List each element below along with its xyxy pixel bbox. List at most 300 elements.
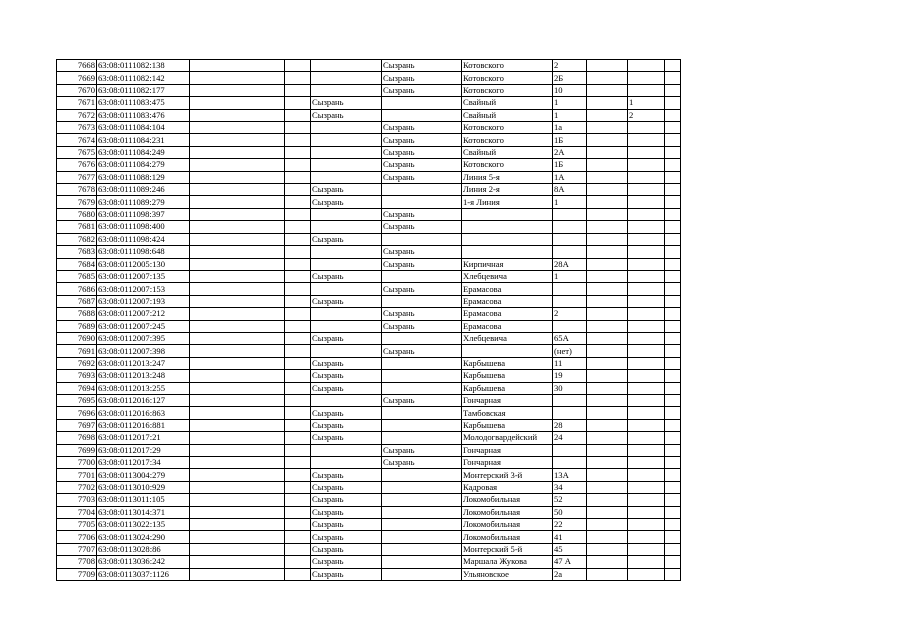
city-b-cell: Сызрань — [382, 208, 462, 220]
street-cell: Линия 5-я — [462, 171, 553, 183]
col-9-cell — [587, 394, 628, 406]
city-b-cell — [382, 382, 462, 394]
col-11-cell — [665, 568, 681, 580]
col-4-cell — [285, 295, 311, 307]
row-number-cell: 7699 — [57, 444, 97, 456]
col-9-cell — [587, 370, 628, 382]
col-11-cell — [665, 72, 681, 84]
city-b-cell: Сызрань — [382, 221, 462, 233]
city-a-cell — [311, 72, 382, 84]
city-b-cell: Сызрань — [382, 320, 462, 332]
city-a-cell: Сызрань — [311, 357, 382, 369]
building-cell — [628, 357, 665, 369]
col-11-cell — [665, 506, 681, 518]
city-a-cell: Сызрань — [311, 233, 382, 245]
col-11-cell — [665, 134, 681, 146]
city-a-cell: Сызрань — [311, 556, 382, 568]
building-cell — [628, 506, 665, 518]
city-b-cell — [382, 295, 462, 307]
building-cell — [628, 146, 665, 158]
city-a-cell — [311, 345, 382, 357]
city-b-cell — [382, 506, 462, 518]
street-cell: Свайный — [462, 97, 553, 109]
col-9-cell — [587, 122, 628, 134]
city-a-cell: Сызрань — [311, 568, 382, 580]
house-number-cell: 1Б — [553, 134, 587, 146]
building-cell — [628, 320, 665, 332]
col-4-cell — [285, 556, 311, 568]
col-11-cell — [665, 196, 681, 208]
house-number-cell — [553, 444, 587, 456]
col-11-cell — [665, 60, 681, 72]
building-cell — [628, 469, 665, 481]
house-number-cell: 28А — [553, 258, 587, 270]
col-3-cell — [190, 481, 285, 493]
table-body — [57, 60, 681, 581]
cadastral-number-cell: 63:08:0113022:135 — [97, 519, 190, 531]
house-number-cell — [553, 394, 587, 406]
building-cell — [628, 494, 665, 506]
city-a-cell: Сызрань — [311, 519, 382, 531]
col-3-cell — [190, 444, 285, 456]
col-9-cell — [587, 208, 628, 220]
city-a-cell — [311, 258, 382, 270]
col-3-cell — [190, 72, 285, 84]
col-3-cell — [190, 146, 285, 158]
building-cell — [628, 258, 665, 270]
col-9-cell — [587, 531, 628, 543]
col-4-cell — [285, 394, 311, 406]
col-11-cell — [665, 357, 681, 369]
cadastral-number-cell: 63:08:0112007:212 — [97, 308, 190, 320]
city-b-cell — [382, 109, 462, 121]
city-a-cell — [311, 84, 382, 96]
col-4-cell — [285, 481, 311, 493]
col-4-cell — [285, 543, 311, 555]
col-4-cell — [285, 320, 311, 332]
house-number-cell — [553, 233, 587, 245]
city-b-cell — [382, 419, 462, 431]
cadastral-number-cell: 63:08:0112017:21 — [97, 432, 190, 444]
table-row — [57, 109, 681, 121]
col-11-cell — [665, 122, 681, 134]
cadastral-number-cell: 63:08:0111089:246 — [97, 184, 190, 196]
col-4-cell — [285, 419, 311, 431]
city-b-cell: Сызрань — [382, 171, 462, 183]
street-cell — [462, 246, 553, 258]
col-11-cell — [665, 531, 681, 543]
col-4-cell — [285, 357, 311, 369]
street-cell: Ерамасова — [462, 308, 553, 320]
col-9-cell — [587, 233, 628, 245]
col-11-cell — [665, 419, 681, 431]
street-cell: Ульяновское — [462, 568, 553, 580]
street-cell: Хлебцевича — [462, 270, 553, 282]
street-cell: Гончарная — [462, 457, 553, 469]
city-a-cell — [311, 320, 382, 332]
street-cell: Гончарная — [462, 444, 553, 456]
building-cell — [628, 407, 665, 419]
house-number-cell: 19 — [553, 370, 587, 382]
city-b-cell — [382, 568, 462, 580]
col-3-cell — [190, 407, 285, 419]
col-4-cell — [285, 97, 311, 109]
col-3-cell — [190, 519, 285, 531]
city-a-cell — [311, 146, 382, 158]
col-9-cell — [587, 97, 628, 109]
cadastral-number-cell: 63:08:0112013:247 — [97, 357, 190, 369]
building-cell — [628, 531, 665, 543]
house-number-cell: 2А — [553, 146, 587, 158]
col-3-cell — [190, 109, 285, 121]
table-row — [57, 208, 681, 220]
col-11-cell — [665, 258, 681, 270]
city-a-cell — [311, 171, 382, 183]
col-9-cell — [587, 146, 628, 158]
city-b-cell: Сызрань — [382, 84, 462, 96]
city-a-cell: Сызрань — [311, 531, 382, 543]
cadastral-number-cell: 63:08:0111082:138 — [97, 60, 190, 72]
row-number-cell: 7670 — [57, 84, 97, 96]
table-row — [57, 556, 681, 568]
table-row — [57, 171, 681, 183]
city-a-cell — [311, 122, 382, 134]
col-4-cell — [285, 84, 311, 96]
city-a-cell: Сызрань — [311, 184, 382, 196]
table-row — [57, 370, 681, 382]
street-cell: Молодогвардейский — [462, 432, 553, 444]
table-row — [57, 84, 681, 96]
table-row — [57, 221, 681, 233]
street-cell: Свайный — [462, 146, 553, 158]
cadastral-number-cell: 63:08:0113028:86 — [97, 543, 190, 555]
cadastral-number-cell: 63:08:0111084:249 — [97, 146, 190, 158]
cadastral-number-cell: 63:08:0111088:129 — [97, 171, 190, 183]
col-9-cell — [587, 159, 628, 171]
col-11-cell — [665, 221, 681, 233]
street-cell: Карбышева — [462, 382, 553, 394]
table-row — [57, 196, 681, 208]
table-row — [57, 481, 681, 493]
cadastral-number-cell: 63:08:0113014:371 — [97, 506, 190, 518]
cadastral-number-cell: 63:08:0111084:279 — [97, 159, 190, 171]
city-b-cell — [382, 494, 462, 506]
row-number-cell: 7671 — [57, 97, 97, 109]
col-11-cell — [665, 345, 681, 357]
row-number-cell: 7704 — [57, 506, 97, 518]
street-cell: Котовского — [462, 72, 553, 84]
col-3-cell — [190, 556, 285, 568]
street-cell: Карбышева — [462, 357, 553, 369]
col-11-cell — [665, 444, 681, 456]
col-11-cell — [665, 481, 681, 493]
street-cell: Котовского — [462, 84, 553, 96]
table-row — [57, 345, 681, 357]
table-row — [57, 419, 681, 431]
city-b-cell: Сызрань — [382, 308, 462, 320]
col-4-cell — [285, 494, 311, 506]
table-row — [57, 394, 681, 406]
col-9-cell — [587, 457, 628, 469]
city-b-cell — [382, 184, 462, 196]
city-a-cell: Сызрань — [311, 370, 382, 382]
col-3-cell — [190, 332, 285, 344]
city-a-cell — [311, 208, 382, 220]
col-11-cell — [665, 457, 681, 469]
building-cell — [628, 543, 665, 555]
row-number-cell: 7691 — [57, 345, 97, 357]
building-cell — [628, 221, 665, 233]
table-row — [57, 122, 681, 134]
house-number-cell: 22 — [553, 519, 587, 531]
col-9-cell — [587, 543, 628, 555]
row-number-cell: 7700 — [57, 457, 97, 469]
cadastral-number-cell: 63:08:0111098:424 — [97, 233, 190, 245]
col-11-cell — [665, 208, 681, 220]
city-b-cell — [382, 270, 462, 282]
col-3-cell — [190, 308, 285, 320]
table-row — [57, 184, 681, 196]
col-3-cell — [190, 84, 285, 96]
col-11-cell — [665, 394, 681, 406]
table-row — [57, 320, 681, 332]
building-cell — [628, 457, 665, 469]
table-row — [57, 134, 681, 146]
table-row — [57, 246, 681, 258]
cadastral-table — [56, 59, 681, 581]
col-4-cell — [285, 469, 311, 481]
cadastral-number-cell: 63:08:0111089:279 — [97, 196, 190, 208]
city-b-cell: Сызрань — [382, 457, 462, 469]
city-a-cell: Сызрань — [311, 506, 382, 518]
col-11-cell — [665, 159, 681, 171]
cadastral-number-cell: 63:08:0112007:193 — [97, 295, 190, 307]
col-9-cell — [587, 221, 628, 233]
city-a-cell — [311, 159, 382, 171]
cadastral-number-cell: 63:08:0112016:881 — [97, 419, 190, 431]
cadastral-number-cell: 63:08:0113024:290 — [97, 531, 190, 543]
building-cell — [628, 419, 665, 431]
col-11-cell — [665, 494, 681, 506]
col-11-cell — [665, 97, 681, 109]
row-number-cell: 7675 — [57, 146, 97, 158]
house-number-cell: 47 А — [553, 556, 587, 568]
col-11-cell — [665, 109, 681, 121]
col-9-cell — [587, 295, 628, 307]
col-9-cell — [587, 258, 628, 270]
cadastral-number-cell: 63:08:0112016:127 — [97, 394, 190, 406]
cadastral-number-cell: 63:08:0112007:135 — [97, 270, 190, 282]
col-3-cell — [190, 122, 285, 134]
col-3-cell — [190, 184, 285, 196]
col-4-cell — [285, 407, 311, 419]
row-number-cell: 7692 — [57, 357, 97, 369]
row-number-cell: 7687 — [57, 295, 97, 307]
row-number-cell: 7702 — [57, 481, 97, 493]
city-b-cell — [382, 519, 462, 531]
building-cell — [628, 159, 665, 171]
row-number-cell: 7707 — [57, 543, 97, 555]
house-number-cell: 11 — [553, 357, 587, 369]
col-4-cell — [285, 370, 311, 382]
cadastral-number-cell: 63:08:0112005:130 — [97, 258, 190, 270]
house-number-cell — [553, 457, 587, 469]
street-cell: Карбышева — [462, 419, 553, 431]
cadastral-number-cell: 63:08:0111084:104 — [97, 122, 190, 134]
col-3-cell — [190, 171, 285, 183]
col-9-cell — [587, 171, 628, 183]
table-row — [57, 506, 681, 518]
street-cell: Ерамасова — [462, 283, 553, 295]
col-4-cell — [285, 506, 311, 518]
row-number-cell: 7705 — [57, 519, 97, 531]
city-a-cell: Сызрань — [311, 109, 382, 121]
city-b-cell: Сызрань — [382, 146, 462, 158]
table-row — [57, 382, 681, 394]
row-number-cell: 7696 — [57, 407, 97, 419]
col-3-cell — [190, 60, 285, 72]
city-b-cell — [382, 370, 462, 382]
col-4-cell — [285, 171, 311, 183]
table-row — [57, 543, 681, 555]
street-cell: Кадровая — [462, 481, 553, 493]
table-row — [57, 444, 681, 456]
row-number-cell: 7693 — [57, 370, 97, 382]
table-row — [57, 146, 681, 158]
col-3-cell — [190, 345, 285, 357]
city-a-cell: Сызрань — [311, 196, 382, 208]
city-a-cell: Сызрань — [311, 481, 382, 493]
building-cell — [628, 519, 665, 531]
row-number-cell: 7681 — [57, 221, 97, 233]
house-number-cell: 34 — [553, 481, 587, 493]
house-number-cell: 2Б — [553, 72, 587, 84]
row-number-cell: 7674 — [57, 134, 97, 146]
col-3-cell — [190, 568, 285, 580]
house-number-cell: 1Б — [553, 159, 587, 171]
col-9-cell — [587, 469, 628, 481]
house-number-cell — [553, 246, 587, 258]
city-a-cell: Сызрань — [311, 432, 382, 444]
col-4-cell — [285, 208, 311, 220]
table-row — [57, 494, 681, 506]
city-a-cell — [311, 246, 382, 258]
cadastral-number-cell: 63:08:0112007:398 — [97, 345, 190, 357]
col-9-cell — [587, 481, 628, 493]
city-a-cell — [311, 394, 382, 406]
city-b-cell: Сызрань — [382, 394, 462, 406]
col-9-cell — [587, 407, 628, 419]
building-cell — [628, 233, 665, 245]
col-9-cell — [587, 283, 628, 295]
row-number-cell: 7680 — [57, 208, 97, 220]
street-cell — [462, 345, 553, 357]
cadastral-number-cell: 63:08:0113010:929 — [97, 481, 190, 493]
building-cell — [628, 345, 665, 357]
col-9-cell — [587, 196, 628, 208]
city-b-cell — [382, 531, 462, 543]
row-number-cell: 7690 — [57, 332, 97, 344]
row-number-cell: 7679 — [57, 196, 97, 208]
col-9-cell — [587, 308, 628, 320]
street-cell: Тамбовская — [462, 407, 553, 419]
house-number-cell: (нет) — [553, 345, 587, 357]
row-number-cell: 7668 — [57, 60, 97, 72]
table-row — [57, 283, 681, 295]
city-a-cell: Сызрань — [311, 469, 382, 481]
col-3-cell — [190, 432, 285, 444]
col-4-cell — [285, 258, 311, 270]
street-cell — [462, 233, 553, 245]
col-4-cell — [285, 283, 311, 295]
city-b-cell — [382, 357, 462, 369]
col-4-cell — [285, 308, 311, 320]
col-9-cell — [587, 357, 628, 369]
table-row — [57, 432, 681, 444]
city-b-cell — [382, 556, 462, 568]
col-9-cell — [587, 382, 628, 394]
city-b-cell: Сызрань — [382, 345, 462, 357]
city-a-cell: Сызрань — [311, 407, 382, 419]
house-number-cell — [553, 295, 587, 307]
city-a-cell: Сызрань — [311, 295, 382, 307]
house-number-cell: 10 — [553, 84, 587, 96]
col-11-cell — [665, 184, 681, 196]
col-11-cell — [665, 382, 681, 394]
cadastral-number-cell: 63:08:0113004:279 — [97, 469, 190, 481]
city-a-cell — [311, 60, 382, 72]
house-number-cell — [553, 208, 587, 220]
building-cell — [628, 196, 665, 208]
building-cell — [628, 308, 665, 320]
col-11-cell — [665, 407, 681, 419]
house-number-cell: 2 — [553, 60, 587, 72]
house-number-cell — [553, 320, 587, 332]
cadastral-number-cell: 63:08:0111082:177 — [97, 84, 190, 96]
col-4-cell — [285, 72, 311, 84]
city-b-cell — [382, 469, 462, 481]
street-cell: Локомобильная — [462, 506, 553, 518]
city-b-cell — [382, 196, 462, 208]
city-a-cell — [311, 221, 382, 233]
col-4-cell — [285, 444, 311, 456]
city-b-cell: Сызрань — [382, 60, 462, 72]
building-cell — [628, 481, 665, 493]
col-4-cell — [285, 519, 311, 531]
row-number-cell: 7685 — [57, 270, 97, 282]
row-number-cell: 7689 — [57, 320, 97, 332]
building-cell — [628, 184, 665, 196]
col-9-cell — [587, 345, 628, 357]
table-row — [57, 308, 681, 320]
building-cell — [628, 295, 665, 307]
col-11-cell — [665, 469, 681, 481]
house-number-cell: 65А — [553, 332, 587, 344]
building-cell — [628, 394, 665, 406]
col-4-cell — [285, 432, 311, 444]
street-cell — [462, 208, 553, 220]
building-cell — [628, 568, 665, 580]
col-4-cell — [285, 233, 311, 245]
house-number-cell: 52 — [553, 494, 587, 506]
cadastral-number-cell: 63:08:0112007:395 — [97, 332, 190, 344]
col-9-cell — [587, 568, 628, 580]
street-cell: Локомобильная — [462, 494, 553, 506]
cadastral-number-cell: 63:08:0113037:1126 — [97, 568, 190, 580]
row-number-cell: 7698 — [57, 432, 97, 444]
col-11-cell — [665, 295, 681, 307]
col-4-cell — [285, 332, 311, 344]
